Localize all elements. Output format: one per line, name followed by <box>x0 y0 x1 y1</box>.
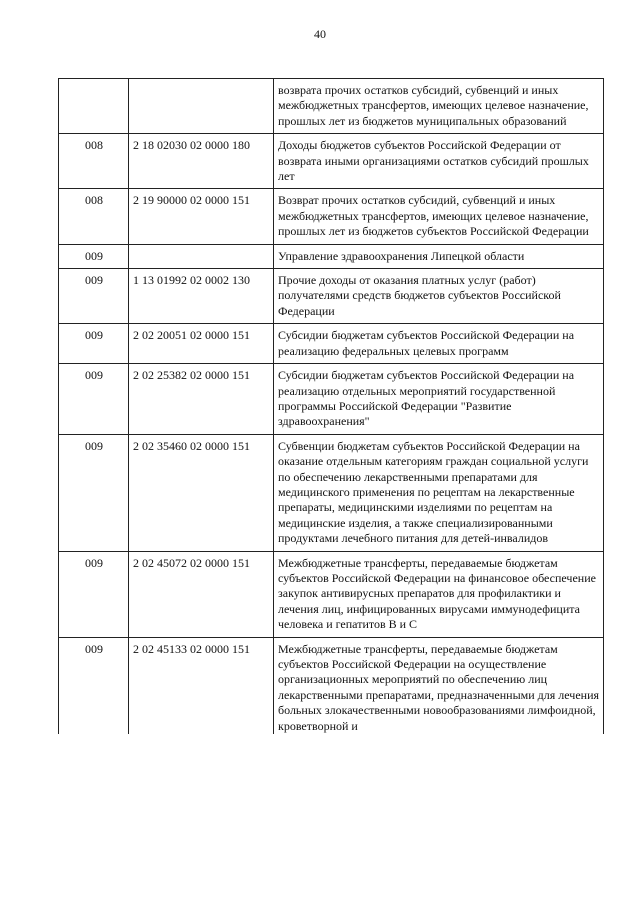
admin-code-cell: 009 <box>59 324 129 364</box>
kbk-code-cell: 2 02 45072 02 0000 151 <box>129 551 274 637</box>
kbk-code-cell <box>129 244 274 268</box>
admin-code-cell: 009 <box>59 637 129 734</box>
item-name-cell: Межбюджетные трансферты, передаваемые бюджетам субъектов Российской Федерации на финансовое обеспечение закупок антивирусных препаратов для профилактики и лечения лиц, инфицированных вирусами иммунодефицита человека и гепатитов В и С <box>274 551 604 637</box>
kbk-code-cell: 2 19 90000 02 0000 151 <box>129 189 274 244</box>
table-row <box>59 637 604 734</box>
kbk-code-cell: 2 18 02030 02 0000 180 <box>129 134 274 189</box>
item-name-cell: Доходы бюджетов субъектов Российской Федерации от возврата иными организациями остатков субсидий прошлых лет <box>274 134 604 189</box>
kbk-code-cell: 2 02 20051 02 0000 151 <box>129 324 274 364</box>
table-row <box>59 134 604 189</box>
item-name-cell: Субсидии бюджетам субъектов Российской Федерации на реализацию федеральных целевых программ <box>274 324 604 364</box>
item-name-cell: Возврат прочих остатков субсидий, субвенций и иных межбюджетных трансфертов, имеющих целевое назначение, прошлых лет из бюджетов субъектов Российской Федерации <box>274 189 604 244</box>
item-name-cell: Субвенции бюджетам субъектов Российской Федерации на оказание отдельным категориям граждан социальной услуги по обеспечению лекарственными препаратами для медицинского применения по рецептам на лекарственные препараты, медицинскими изделиями по рецептам на медицинские изделия, а также специализированными продуктами лечебного питания для детей-инвалидов <box>274 434 604 551</box>
admin-code-cell: 009 <box>59 551 129 637</box>
admin-code-cell: 008 <box>59 189 129 244</box>
item-name-cell: Прочие доходы от оказания платных услуг (работ) получателями средств бюджетов субъектов Российской Федерации <box>274 269 604 324</box>
table-row <box>59 434 604 551</box>
kbk-code-cell: 2 02 25382 02 0000 151 <box>129 364 274 435</box>
item-name-cell: Субсидии бюджетам субъектов Российской Федерации на реализацию отдельных мероприятий государственной программы Российской Федерации "Развитие здравоохранения" <box>274 364 604 435</box>
table-row <box>59 269 604 324</box>
budget-revenue-table <box>58 78 604 734</box>
admin-code-cell: 008 <box>59 134 129 189</box>
table-row <box>59 324 604 364</box>
table-row <box>59 244 604 268</box>
kbk-code-cell: 2 02 45133 02 0000 151 <box>129 637 274 734</box>
table-row <box>59 364 604 435</box>
kbk-code-cell: 2 02 35460 02 0000 151 <box>129 434 274 551</box>
page-number: 40 <box>314 27 326 41</box>
kbk-code-cell: 1 13 01992 02 0002 130 <box>129 269 274 324</box>
item-name-cell: возврата прочих остатков субсидий, субвенций и иных межбюджетных трансфертов, имеющих целевое назначение, прошлых лет из бюджетов муниципальных образований <box>274 79 604 134</box>
item-name-cell: Межбюджетные трансферты, передаваемые бюджетам субъектов Российской Федерации на осуществление организационных мероприятий по обеспечению лиц лекарственными препаратами, предназначенными для лечения больных злокачественными новообразованиями лимфоидной, кроветворной и <box>274 637 604 734</box>
kbk-code-cell <box>129 79 274 134</box>
table-row <box>59 79 604 134</box>
table-row <box>59 189 604 244</box>
admin-code-cell: 009 <box>59 269 129 324</box>
table-row <box>59 551 604 637</box>
admin-code-cell <box>59 79 129 134</box>
admin-code-cell: 009 <box>59 364 129 435</box>
item-name-cell: Управление здравоохранения Липецкой области <box>274 244 604 268</box>
admin-code-cell: 009 <box>59 244 129 268</box>
admin-code-cell: 009 <box>59 434 129 551</box>
